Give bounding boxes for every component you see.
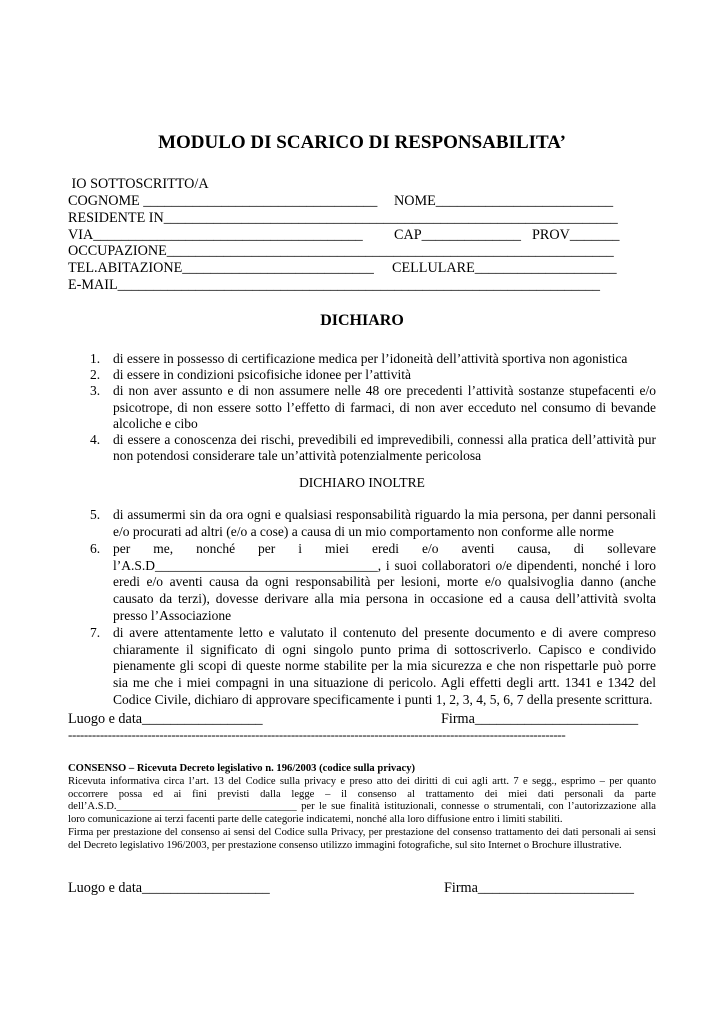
item-text: di assumermi sin da ora ogni e qualsiasi responsabilità riguardo la mia persona, per danni personali e/o procurati ad altri (e/o a cose) a causa di un mio comportamento non conforme alle norme <box>113 507 656 539</box>
consenso-paragraph: Ricevuta informativa circa l’art. 13 del Codice sulla privacy e preso atto dei diritti di cui agli artt. 7 e segg., esprimo – per quanto occorrere possa ed ai fini previsti dalla legge – il consenso al trattamento dei miei dati personali da parte dell’A.S.D.__________________________________ per le sue finalità istituzionali, connesse o strumentali, con l’autorizzazione alla loro comunicazione ai terzi facenti parte delle categorie indicatemi, nonché alla loro diffusione entro i limiti stabiliti. <box>68 775 656 826</box>
page-title: MODULO DI SCARICO DI RESPONSABILITA’ <box>158 132 566 153</box>
io-sottoscritto-label: IO SOTTOSCRITTO/A <box>68 176 209 192</box>
item-text: di avere attentamente letto e valutato il contenuto del presente documento e di avere compreso chiaramente il significato di ogni singolo punto prima di sottoscriverlo. Capisco e condivido pienamente gli scopi di queste norme stabilite per la mia sicurezza e che non rispettarle può porre sia me che i miei compagni in una situazione di pericolo. Agli effetti degli artt. 1341 e 1342 del Codice Civile, dichiaro di approvare specificamente i punti 1, 2, 3, 4, 5, 6, 7 della presente scrittura. <box>113 625 656 707</box>
list-item: 5. di assumermi sin da ora ogni e qualsiasi responsabilità riguardo la mia persona, per danni personali e/o procurati ad altri (e/o a cose) a causa di un mio comportamento non conforme alle norme <box>90 507 656 539</box>
item-text: di essere in condizioni psicofisiche idonee per l’attività <box>113 367 412 383</box>
list-item: 7. di avere attentamente letto e valutato il contenuto del presente documento e di avere compreso chiaramente il significato di ogni singolo punto prima di sottoscriverlo. Capisco e condivido pienamente gli scopi di queste norme stabilite per la mia sicurezza e che non rispettarle può porre sia me che i miei compagni in una situazione di pericolo. Agli effetti degli artt. 1341 e 1342 del Codice Civile, dichiaro di approvare specificamente i punti 1, 2, 3, 4, 5, 6, 7 della presente scrittura. <box>90 625 656 707</box>
firma-field-2[interactable]: Firma______________________ <box>444 880 634 896</box>
list-item: 1. di essere in possesso di certificazione medica per l’idoneità dell’attività sportiva non agonistica <box>68 351 656 367</box>
firma-field[interactable]: Firma_______________________ <box>441 711 639 727</box>
dichiaro-inoltre-heading: DICHIARO INOLTRE <box>299 475 425 490</box>
luogo-data-field[interactable]: Luogo e data_________________ <box>68 711 263 727</box>
nome-field[interactable]: NOME_________________________ <box>394 193 614 209</box>
dichiaro-inoltre-list <box>68 507 656 708</box>
item-text: di non aver assunto e di non assumere nelle 48 ore precedenti l’attività sostanze stupefacenti e/o psicotrope, di non essere sotto l’effetto di farmaci, di non aver ecceduto nel consumo di bevande alcoliche e cibo <box>113 383 656 431</box>
dichiaro-heading: DICHIARO <box>320 312 404 329</box>
consenso-section <box>68 763 656 853</box>
cognome-field[interactable]: COGNOME _________________________________ <box>68 193 378 209</box>
consenso-heading: CONSENSO – Ricevuta Decreto legislativo n. 196/2003 (codice sulla privacy) <box>68 763 416 774</box>
item-text: di essere a conoscenza dei rischi, prevedibili ed imprevedibili, connessi alla pratica dell’attività pur non potendosi considerare tale un’attività potenzialmente pericolosa <box>113 432 656 464</box>
luogo-data-field-2[interactable]: Luogo e data__________________ <box>68 880 270 896</box>
cut-line-divider: ----------------------------------------------------------------------------------------------------------------------------- <box>68 727 566 742</box>
list-item: 2. di essere in condizioni psicofisiche idonee per l’attività <box>68 367 656 383</box>
cellulare-field[interactable]: CELLULARE____________________ <box>392 260 617 276</box>
item-text: per me, nonché per i miei eredi e/o aventi causa, di sollevare l’A.S.D_________________________________, i suoi collaboratori o/e dipendenti, nonché i loro eredi e/o aventi causa da ogni responsabilità per lesioni, morte e/o qualsivoglia danno (anche causato da terzi), dovesse derivare alla mia persona in occasione ed a causa dell’attività svolta presso l’Associazione <box>113 541 656 623</box>
list-item: 6. per me, nonché per i miei eredi e/o aventi causa, di sollevare l’A.S.D_________________________________, i suoi collaboratori o/e dipendenti, nonché i loro eredi e/o aventi causa da ogni responsabilità per lesioni, morte e/o qualsivoglia danno (anche causato da terzi), dovesse derivare alla mia persona in occasione ed a causa dell’attività svolta presso l’Associazione <box>90 541 656 623</box>
tel-abitazione-field[interactable]: TEL.ABITAZIONE___________________________ <box>68 260 374 276</box>
item-text: di essere in possesso di certificazione medica per l’idoneità dell’attività sportiva non agonistica <box>113 351 628 366</box>
occupazione-field[interactable]: OCCUPAZIONE_______________________________________________________________ <box>68 243 614 259</box>
via-field[interactable]: VIA______________________________________ <box>68 227 363 243</box>
dichiaro-list <box>68 351 656 464</box>
cap-field[interactable]: CAP______________ <box>394 227 521 243</box>
email-field[interactable]: E-MAIL____________________________________________________________________ <box>68 277 601 293</box>
residente-field[interactable]: RESIDENTE IN________________________________________________________________ <box>68 210 618 226</box>
firma-consenso-paragraph: Firma per prestazione del consenso ai sensi del Codice sulla Privacy, per prestazione del consenso trattamento dei dati personali ai sensi del Decreto legislativo 196/2003, per prestazione consenso utilizzo immagini fotografiche, sul sito Internet o Brochure illustrative. <box>68 826 656 851</box>
prov-field[interactable]: PROV_______ <box>532 227 620 243</box>
list-item: 3. di non aver assunto e di non assumere nelle 48 ore precedenti l’attività sostanze stupefacenti e/o psicotrope, di non essere sotto l’effetto di farmaci, di non aver ecceduto nel consumo di bevande alcoliche e cibo <box>90 383 656 431</box>
list-item: 4. di essere a conoscenza dei rischi, prevedibili ed imprevedibili, connessi alla pratica dell’attività pur non potendosi considerare tale un’attività potenzialmente pericolosa <box>90 432 656 464</box>
